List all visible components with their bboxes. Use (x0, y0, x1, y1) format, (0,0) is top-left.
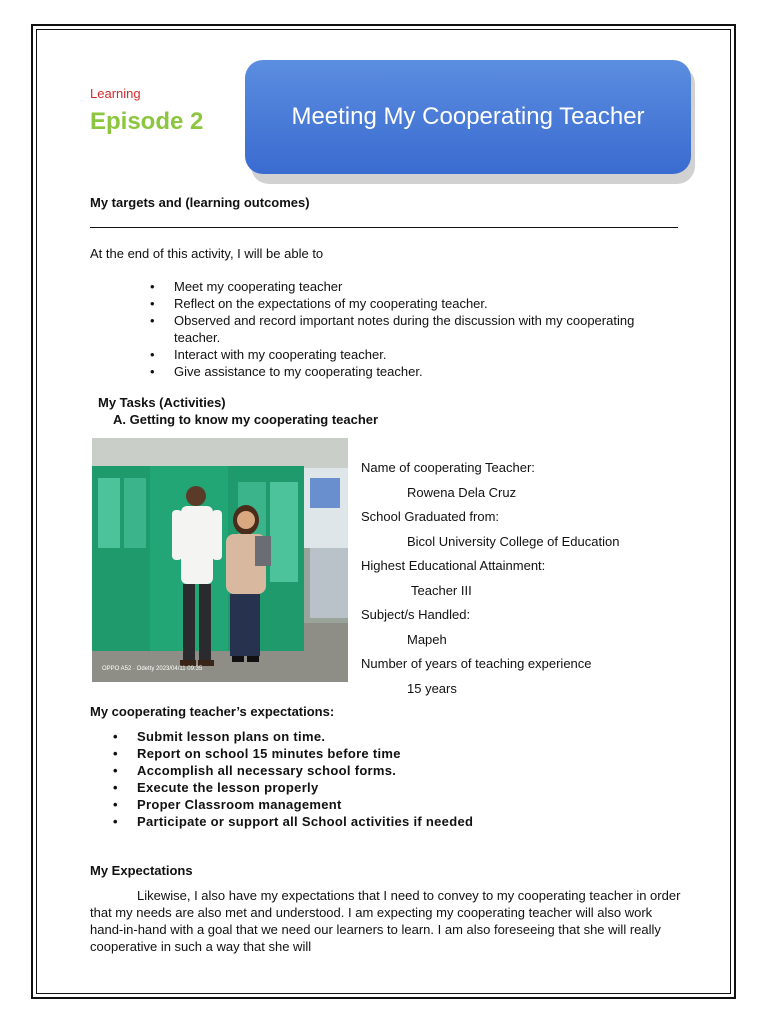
my-expectations-heading: My Expectations (90, 863, 193, 878)
name-value: Rowena Dela Cruz (407, 484, 517, 500)
list-item: • Report on school 15 minutes before time (113, 745, 473, 762)
list-item: • Submit lesson plans on time. (113, 728, 473, 745)
title-banner (245, 60, 691, 174)
targets-heading: My targets and (learning outcomes) (90, 195, 310, 210)
years-value: 15 years (407, 680, 457, 696)
teacher-expectations-list (113, 728, 473, 830)
photo-caption: OPPO A52 · Odetty 2023/04/11 09:35 (102, 666, 203, 672)
list-item: • Execute the lesson properly (113, 779, 473, 796)
page-title: Meeting My Cooperating Teacher (291, 103, 645, 130)
photo-illustration (92, 438, 348, 682)
my-expectations-paragraph: Likewise, I also have my expectations that I need to convey to my cooperating teacher in order that my needs are also met and understood. I am expecting my cooperating teacher will also work hand-in-hand with a goal that we need our learners to learn. I am also foreseeing that she will really cooperative in such a way that she will (90, 888, 681, 954)
outcomes-list (150, 278, 650, 380)
targets-intro: At the end of this activity, I will be able to (90, 246, 324, 261)
school-label: School Graduated from: (361, 509, 500, 524)
list-item: • Meet my cooperating teacher (150, 278, 650, 295)
school-value: Bicol University College of Education (407, 533, 620, 549)
subject-label: Subject/s Handled: (361, 607, 471, 622)
divider (90, 227, 678, 228)
teacher-info (361, 460, 619, 705)
list-item: • Proper Classroom management (113, 796, 473, 813)
my-expectations-body (90, 887, 682, 955)
learning-label: Learning (90, 86, 141, 101)
teacher-photo (92, 438, 348, 682)
list-item: • Reflect on the expectations of my cooperating teacher. (150, 295, 650, 312)
subject-value: Mapeh (407, 631, 447, 647)
years-label: Number of years of teaching experience (361, 656, 592, 671)
list-item: • Participate or support all School activities if needed (113, 813, 473, 830)
list-item: • Accomplish all necessary school forms. (113, 762, 473, 779)
attainment-label: Highest Educational Attainment: (361, 558, 546, 573)
name-label: Name of cooperating Teacher: (361, 460, 535, 475)
teacher-expectations-heading: My cooperating teacher’s expectations: (90, 704, 335, 719)
episode-label: Episode 2 (90, 108, 204, 135)
list-item: • Give assistance to my cooperating teacher. (150, 363, 650, 380)
list-item: • Observed and record important notes during the discussion with my cooperating teacher. (150, 312, 650, 346)
task-a-heading: A. Getting to know my cooperating teacher (113, 412, 379, 427)
list-item: • Interact with my cooperating teacher. (150, 346, 650, 363)
attainment-value: Teacher III (411, 582, 472, 598)
tasks-heading: My Tasks (Activities) (98, 395, 226, 410)
